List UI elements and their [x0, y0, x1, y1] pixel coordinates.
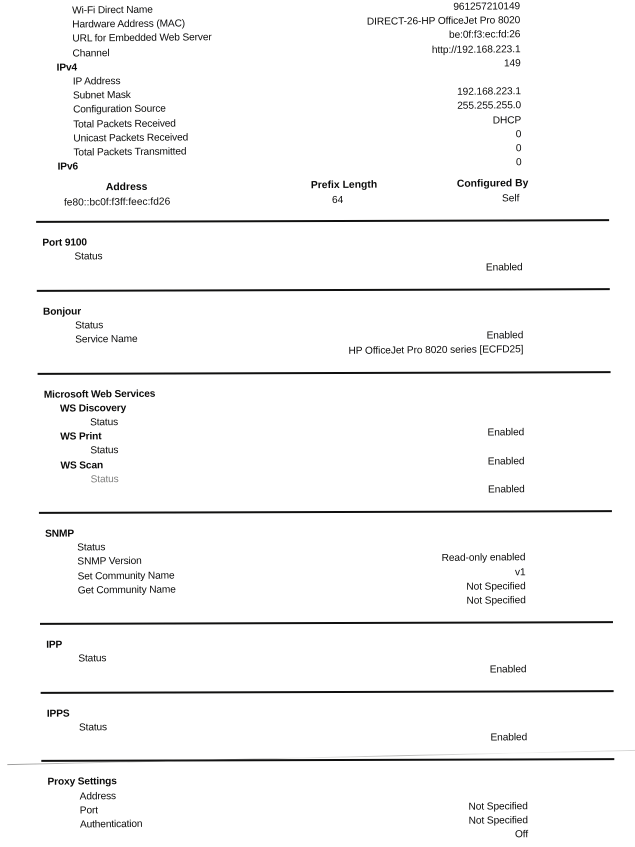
label-bonjour-status: Status [75, 320, 104, 332]
value-ws-print-status: Enabled [487, 455, 525, 468]
value-url-embedded-web-server: be:0f:f3:ec:fd:26 [448, 29, 521, 42]
value-hardware-address-mac: DIRECT-26-HP OfficeJet Pro 8020 [366, 15, 521, 28]
heading-ws-discovery: WS Discovery [59, 402, 127, 415]
value-snmp-status: Read-only enabled [441, 552, 526, 565]
value-set-community-name: Not Specified [466, 580, 526, 593]
value-ipp-status: Enabled [489, 663, 527, 676]
value-proxy-authentication: Off [514, 829, 529, 841]
value-get-community-name: Not Specified [466, 595, 526, 607]
value-channel: http://192.168.223.1 [431, 43, 521, 56]
value-ws-discovery-status: Enabled [487, 427, 525, 439]
heading-ws-scan: WS Scan [60, 459, 104, 472]
value-ipv6-address: fe80::bc0f:f3ff:feec:fd26 [63, 196, 171, 209]
label-unicast-packets-received: Unicast Packets Received [73, 132, 189, 145]
label-wifi-direct-password [72, 0, 170, 1]
heading-snmp: SNMP [45, 528, 75, 540]
value-unicast-packets-received: 0 [515, 128, 522, 140]
value-port9100-status: Enabled [485, 261, 523, 274]
label-bonjour-service-name: Service Name [75, 334, 138, 346]
value-proxy-port: Not Specified [468, 815, 528, 827]
label-wifi-direct-name: Wi-Fi Direct Name [72, 4, 153, 17]
label-ip-address: IP Address [72, 75, 121, 88]
label-ws-scan-status: Status [90, 473, 119, 486]
heading-bonjour: Bonjour [42, 306, 82, 318]
label-hardware-address-mac: Hardware Address (MAC) [72, 18, 186, 31]
value-wifi-direct-name: 961257210149 [453, 1, 521, 13]
value-ipv6-configured-by: Self [501, 193, 520, 205]
heading-ipps: IPPS [46, 708, 70, 720]
heading-port-9100: Port 9100 [42, 237, 87, 250]
label-proxy-address: Address [79, 790, 117, 802]
column-header-address: Address [105, 182, 148, 194]
value-channel-number: 149 [503, 57, 521, 70]
value-configuration-source: 255.255.255.0 [457, 100, 522, 113]
label-proxy-port: Port [79, 804, 98, 817]
label-channel: Channel [72, 47, 110, 60]
heading-proxy-settings: Proxy Settings [47, 776, 117, 789]
value-snmp-version: v1 [514, 566, 526, 578]
label-snmp-status: Status [77, 542, 106, 554]
label-ws-discovery-status: Status [90, 417, 119, 429]
value-subnet-mask: 192.168.223.1 [456, 86, 521, 98]
label-set-community-name: Set Community Name [77, 570, 175, 583]
value-ipv6-trailing: 0 [515, 157, 522, 169]
label-port9100-status: Status [74, 251, 103, 263]
heading-ipv4: IPv4 [56, 62, 78, 74]
heading-ipp: IPP [46, 639, 63, 651]
value-proxy-address: Not Specified [468, 800, 528, 813]
heading-ws-print: WS Print [60, 431, 102, 443]
value-bonjour-service-name: HP OfficeJet Pro 8020 series [ECFD25] [348, 344, 524, 358]
label-snmp-version: SNMP Version [77, 556, 142, 568]
column-header-configured-by: Configured By [456, 178, 529, 191]
heading-microsoft-web-services: Microsoft Web Services [43, 388, 156, 401]
value-total-packets-transmitted: 0 [515, 143, 522, 155]
value-ws-scan-status: Enabled [487, 484, 525, 496]
label-ipps-status: Status [78, 722, 108, 734]
label-ipp-status: Status [78, 653, 107, 665]
label-total-packets-received: Total Packets Received [73, 118, 176, 130]
value-bonjour-status: Enabled [486, 330, 524, 342]
label-ws-print-status: Status [90, 445, 119, 457]
label-get-community-name: Get Community Name [77, 584, 176, 597]
value-total-packets-received: DHCP [492, 114, 522, 126]
label-url-embedded-web-server: URL for Embedded Web Server [72, 32, 212, 45]
heading-ipv6: IPv6 [57, 161, 79, 173]
label-total-packets-transmitted: Total Packets Transmitted [73, 146, 187, 159]
value-ipv6-prefix-length: 64 [331, 195, 344, 207]
label-proxy-authentication: Authentication [79, 818, 143, 831]
label-configuration-source: Configuration Source [73, 103, 166, 116]
value-ipps-status: Enabled [490, 732, 528, 744]
label-subnet-mask: Subnet Mask [72, 90, 131, 102]
column-header-prefix-length: Prefix Length [310, 179, 378, 192]
